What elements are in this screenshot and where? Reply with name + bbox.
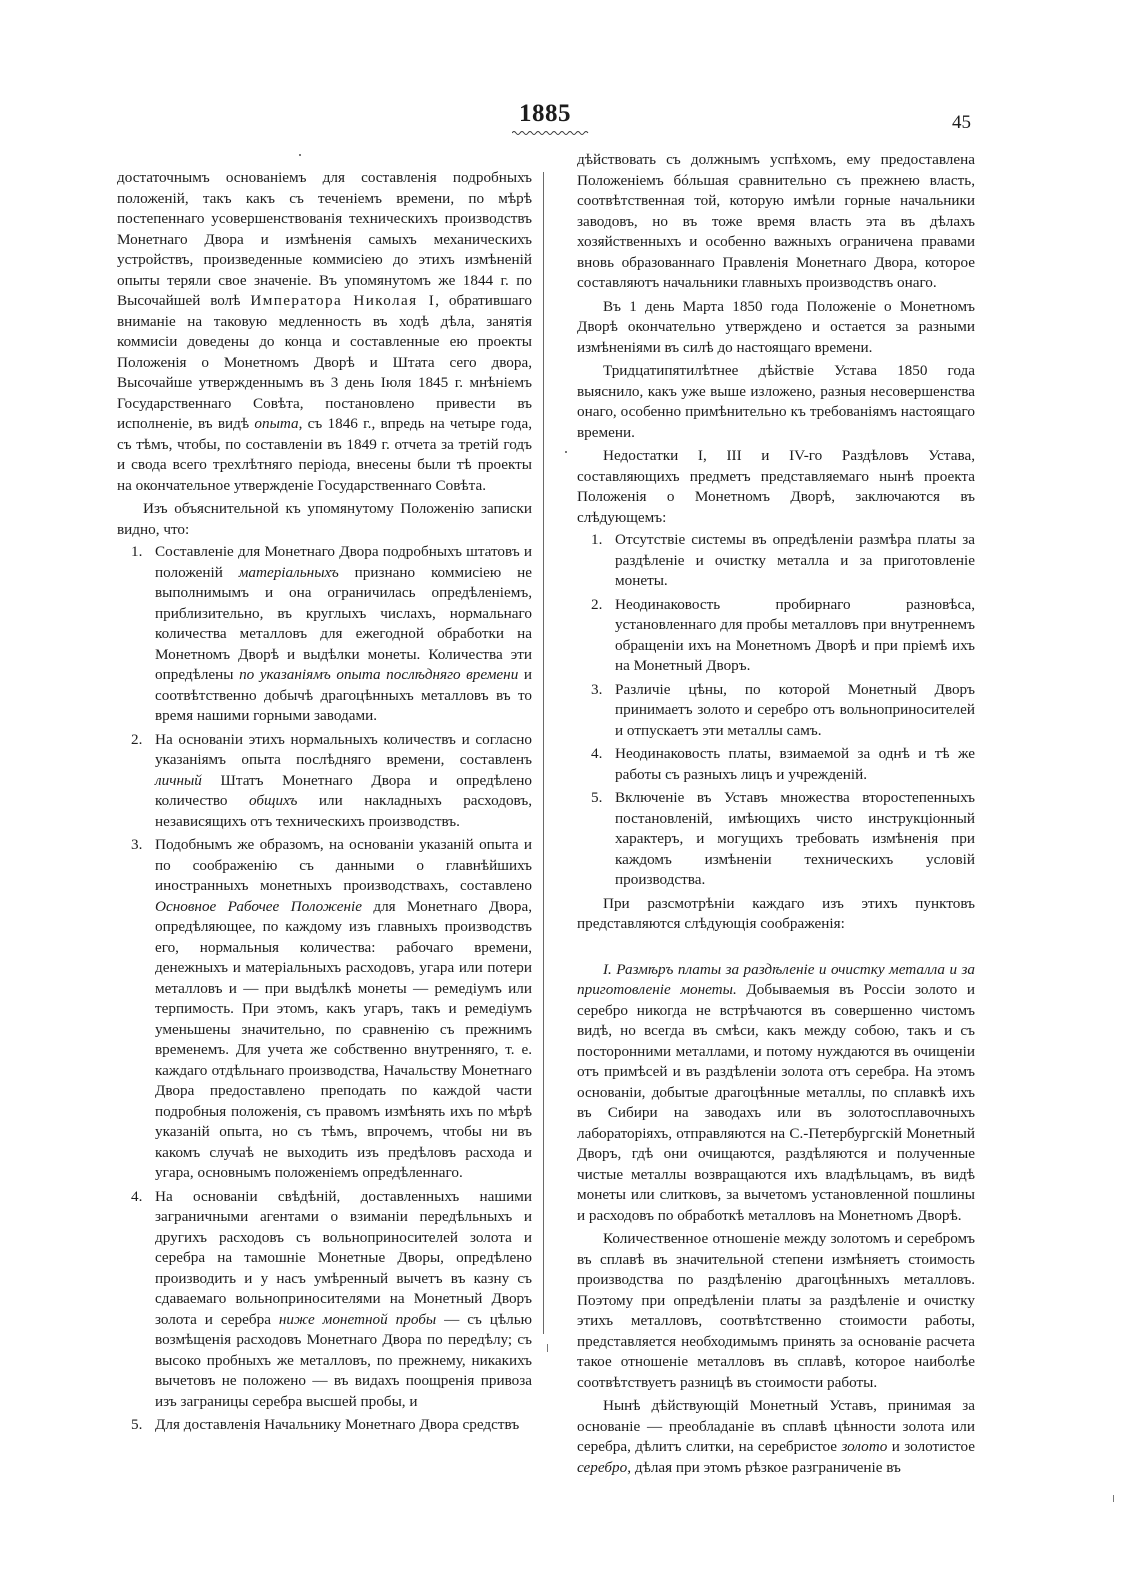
right-list [577,530,975,891]
left-paragraph-2: Изъ объяснительной къ упомянутому Положенію записки видно, что: [117,500,532,538]
section-gap [577,935,975,957]
list-item: 5. Включеніе въ Уставъ множества второстепенныхъ постановленій, имѣющихъ чисто инструкціонный характеръ, и могущихъ требовать измѣненія при каждомъ измѣненіи техническихъ условій производства. [591,789,975,888]
list-item: 3. Различіе цѣны, по которой Монетный Дворъ принимаетъ золото и серебро отъ вольноприносителей и отпускаетъ эти металлы самъ. [591,680,975,739]
right-paragraph-2: Тридцатипятилѣтнее дѣйствіе Устава 1850 года выяснило, какъ уже выше изложено, разныя несовершенства онаго, особенно примѣнительно къ требованіямъ настоящаго времени. [577,362,975,441]
header-year: 1885 [519,100,571,127]
right-paragraph-6: Нынѣ дѣйствующій Монетный Уставъ, принимая за основаніе — преобладаніе въ сплавѣ цѣнности золота или серебра, дѣлитъ слитки, на серебристое золото и золотистое серебро, дѣлая при этомъ рѣзкое разграниченіе въ [577,1397,976,1476]
list-item: 3. Подобнымъ же образомъ, на основаніи указаній опыта и по соображенію съ данными о главнѣйшихъ иностранныхъ монетныхъ производствахъ, составлено Основное Рабочее Положеніе для Монетнаго Двора, опредѣляющее, по каждому изъ главныхъ производствъ его, нормальныя количества: рабочаго времени, денежныхъ и матеріальныхъ расходовъ, угара или потери металловъ и — при выдѣлкѣ монеты — ремедіумъ или терпимость. При этомъ, какъ угаръ, такъ и ремедіумъ уменьшены значительно, по сравненію съ прежнимъ временемъ. Для учета же собственно внутренняго, т. е. каждаго отдѣльнаго производства, Начальству Монетнаго Двора предоставлено преподать по каждой части подробныя положенія, съ правомъ измѣнять ихъ по мѣрѣ указаній опыта, но съ тѣмъ, впрочемъ, чтобы ни въ какомъ случаѣ не выходить изъ предѣловъ расхода и угара, основнымъ положеніемъ опредѣленнаго. [131,836,533,1181]
left-paragraph-1: достаточнымъ основаніемъ для составленія подробныхъ положеній, такъ какъ съ теченіемъ времени, по мѣрѣ постепеннаго усовершенствованія техническихъ производствъ Монетнаго Двора и измѣненія самыхъ механическихъ устройствъ, произведенные коммисіею до этихъ измѣненій опыты теряли свое значеніе. Въ упомянутомъ же 1844 г. по Высочайшей волѣ Императора Николая I, обратившаго вниманіе на таковую медленность въ ходѣ дѣла, занятія коммисіи доведены до конца и составленные ею проекты Положенія о Монетномъ Дворѣ и Штата сего двора, Высочайше утвержденнымъ въ 3 день Іюля 1845 г. мнѣніемъ Государственнаго Совѣта, постановлено привести въ исполненіе, въ видѣ опыта, съ 1846 г., впредь на четыре года, съ тѣмъ, чтобы, по составленіи въ 1849 г. отчета за третій годъ и свода всего трехлѣтняго періода, внесены были тѣ проекты на окончательное утвержденіе Государственнаго Совѣта. [117,169,532,494]
right-paragraph-continued: дѣйствовать съ должнымъ успѣхомъ, ему предоставлена Положеніемъ бóльшая сравнительно съ прежнею власть, соотвѣтственная той, которую имѣли горные начальники заводовъ, но въ тоже время власть эта въ дѣлахъ хозяйственныхъ и особенно важныхъ ограничена правами вновь образованнаго Правленія Монетнаго Двора, которое составляютъ начальники главныхъ производствъ онаго. [577,151,975,291]
right-column [577,150,975,1478]
list-item: 2. На основаніи этихъ нормальныхъ количествъ и согласно указаніямъ опыта послѣдняго времени, составленъ личный Штатъ Монетнаго Двора и опредѣлено количество общихъ или накладныхъ расходовъ, независящихъ отъ техническихъ производствъ. [131,730,533,830]
list-item: 4. Неодинаковость платы, взимаемой за однѣ и тѣ же работы съ разныхъ лицъ и учрежденій. [591,745,975,783]
scan-speck [299,154,301,156]
list-item: 5. Для доставленія Начальнику Монетнаго Двора средствъ [131,1416,520,1433]
section-1-heading: I. Размѣръ платы за раздѣленіе и очистку металла и за приготовленіе монеты. [577,960,975,998]
list-item: 2. Неодинаковость пробирнаго разновѣса, установленнаго для пробы металловъ при внутреннемъ обращеніи ихъ на Монетномъ Дворѣ и при пріемѣ ихъ на Монетный Дворъ. [591,595,975,674]
scan-speck [565,451,567,453]
left-list [117,542,532,1436]
list-item: 4. На основаніи свѣдѣній, доставленныхъ нашими заграничными агентами о взиманіи передѣльныхъ и другихъ расходовъ съ вольноприносителей золота и серебра на тамошніе Монетные Дворы, опредѣлено производить и у насъ умѣренный вычетъ въ казну съ сдаваемаго вольноприносителями на Монетный Дворъ золота и серебра ниже монетной пробы — съ цѣлью возмѣщенія расходовъ Монетнаго Двора по передѣлу; съ высоко пробныхъ же металловъ, по прежнему, никакихъ вычетовъ не положено — въ видахъ поощренія привоза изъ заграницы серебра высшей пробы, и [131,1187,532,1410]
right-paragraph-5: Количественное отношеніе между золотомъ и серебромъ въ сплавѣ въ значительной степени измѣняетъ стоимость производства по раздѣленію драгоцѣнныхъ металловъ. Поэтому при опредѣленіи платы за раздѣленіе и очистку этихъ металловъ, соотвѣтственно стоимости работы, представляется необходимымъ принять за основаніе расчета такое отношеніе металловъ въ сплавѣ, которое наиболѣе соотвѣтствуетъ разницѣ въ стоимости работы. [577,1230,975,1391]
left-column [117,168,532,1439]
right-paragraph-4: При разсмотрѣніи каждаго изъ этихъ пунктовъ представляются слѣдующія соображенія: [577,894,975,932]
column-divider [543,172,544,1334]
scan-speck [547,1344,548,1352]
scan-speck [1113,1495,1114,1502]
right-paragraph-3: Недостатки I, III и IV-го Раздѣловъ Устава, составляющихъ предметъ представляемаго нынѣ проекта Положенія о Монетномъ Дворѣ, заключаются въ слѣдующемъ: [577,447,975,526]
section-1-paragraph: I. Размѣръ платы за раздѣленіе и очистку металла и за приготовленіе монеты. Добываемыя въ Россіи золото и серебро никогда не встрѣчаются въ совершенно чистомъ видѣ, но всегда въ смѣси, какъ между собою, такъ и съ посторонними металлами, и потому нуждаются въ очищеніи отъ примѣсей и въ раздѣленіи золота отъ серебра. На этомъ основаніи, добытые драгоцѣнные металлы, по сплавкѣ ихъ въ Сибири на заводахъ или въ золотосплавочныхъ лабораторіяхъ, отправляются на С.-Петербургскій Монетный Дворъ, гдѣ они очищаются, раздѣляются и полученные чистые металлы возвращаются ихъ владѣльцамъ, въ видѣ монеты или слитковъ, за вычетомъ установленной пошлины и расходовъ по обработкѣ металловъ на Монетномъ Дворѣ. [577,960,976,1224]
page-number: 45 [952,112,971,133]
year-ornament [512,129,590,136]
list-item: 1. Составленіе для Монетнаго Двора подробныхъ штатовъ и положеній матеріальныхъ признано коммисіею не выполнимымъ и она ограничилась опредѣленіемъ, приблизительно, въ круглыхъ числахъ, нормальнаго количества металловъ для ежегодной обработки на Монетномъ Дворѣ и выдѣлки монеты. Количества эти опредѣлены по указаніямъ опыта послѣдняго времени и соотвѣтственно добычѣ драгоцѣнныхъ металловъ въ то время нашими горными заводами. [131,543,533,724]
list-item: 1. Отсутствіе системы въ опредѣленіи размѣра платы за раздѣленіе и очистку металла и за приготовленіе монеты. [591,531,975,589]
right-paragraph-1: Въ 1 день Марта 1850 года Положеніе о Монетномъ Дворѣ окончательно утверждено и остается за разными измѣненіями въ силѣ до настоящаго времени. [577,297,975,356]
